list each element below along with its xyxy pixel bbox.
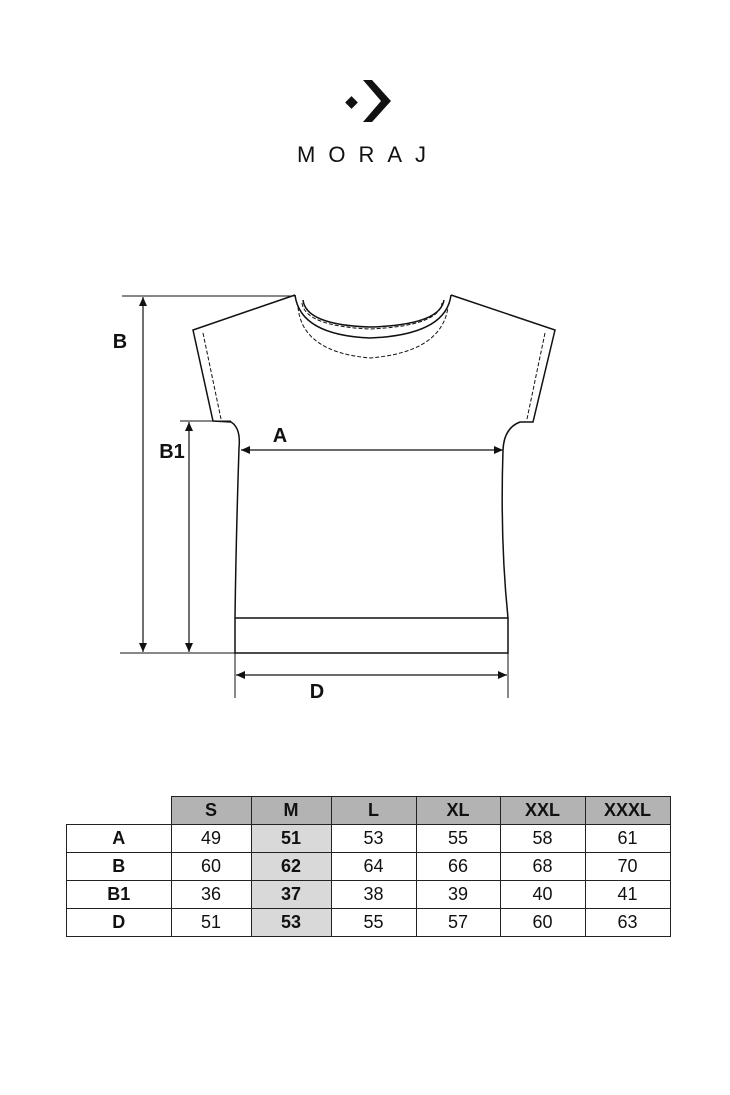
table-cell: 39 [416,881,500,909]
table-cell: 55 [416,825,500,853]
table-cell: 66 [416,853,500,881]
table-cell: 53 [331,825,416,853]
size-header-row [67,797,671,825]
table-cell-highlighted: 51 [251,825,331,853]
row-label: B1 [67,881,172,909]
table-cell: 58 [500,825,585,853]
table-cell-highlighted: 53 [251,909,331,937]
brand-logo [0,70,730,170]
size-header: XL [416,797,500,825]
table-cell: 64 [331,853,416,881]
table-cell: 41 [585,881,670,909]
table-cell: 55 [331,909,416,937]
label-a: A [272,425,288,447]
table-cell: 60 [171,853,251,881]
row-label: D [67,909,172,937]
table-cell: 60 [500,909,585,937]
table-cell: 40 [500,881,585,909]
row-label: B [67,853,172,881]
brand-name: MORAJ [297,142,439,167]
table-cell: 38 [331,881,416,909]
measure-a [241,425,503,450]
corner-cell [67,797,172,825]
size-header: L [331,797,416,825]
tshirt-measurement-diagram [0,280,730,710]
measure-b [113,296,295,653]
table-cell-highlighted: 62 [251,853,331,881]
table-cell: 63 [585,909,670,937]
table-cell: 68 [500,853,585,881]
size-header: XXL [500,797,585,825]
label-b: B [112,331,128,353]
moraj-diamond-chevron-icon [345,80,391,122]
label-b1: B1 [159,441,185,463]
table-cell-highlighted: 37 [251,881,331,909]
table-row [67,825,671,853]
table-row [67,909,671,937]
size-header: S [171,797,251,825]
size-chart-table [66,796,671,937]
label-d: D [309,681,325,703]
table-cell: 49 [171,825,251,853]
stitching [203,303,545,419]
tshirt-outline [193,295,555,653]
measure-b1 [159,421,231,652]
row-label: A [67,825,172,853]
table-cell: 57 [416,909,500,937]
table-row [67,881,671,909]
table-cell: 36 [171,881,251,909]
table-cell: 61 [585,825,670,853]
size-header: XXXL [585,797,670,825]
table-cell: 51 [171,909,251,937]
table-row [67,853,671,881]
size-header: M [251,797,331,825]
table-cell: 70 [585,853,670,881]
measure-d [235,653,508,703]
